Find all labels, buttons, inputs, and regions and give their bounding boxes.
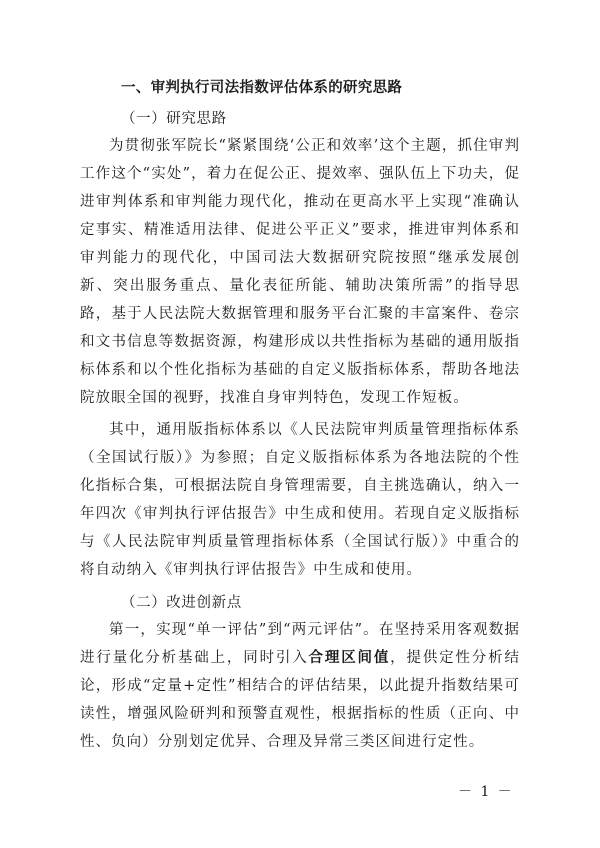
paragraph-innovation-one xyxy=(80,616,520,756)
subsection-heading-research-approach: （一）研究思路 xyxy=(121,111,227,127)
paragraph-indicator-systems: 其中，通用版指标体系以《人民法院审判质量管理指标体系（全国试行版）》为参照；自定义版指标体系为各地法院的个性化指标合集，可根据法院自身管理需要，自主挑选确认，纳入一年四次《审判执行评估报告》中生成和使用。若现自定义版指标与《人民法院审判质量管理指标体系（全国试行版）》中重合的将自动纳入《审判执行评估报告》中生成和使用。 xyxy=(80,422,520,578)
highlighted-term: 合理区间值 xyxy=(308,650,391,666)
innovation-text-end: ，提供定性分析结论，形成“定量+定性”相结合的评估结果，以此提升指数结果可读性，增强风险研判和预警直观性，根据指标的性质（正向、中性、负向）分别划定优异、合理及异常三类区间进行定性。 xyxy=(80,650,520,750)
page-number: － 1 － xyxy=(458,784,514,800)
section-heading: 一、审判执行司法指数评估体系的研究思路 xyxy=(121,80,403,96)
paragraph-research-approach: 为贯彻张军院长“紧紧围绕‘公正和效率’这个主题，抓住审判工作这个“实处”，着力在促公正、提效率、强队伍上下功夫，促进审判体系和审判能力现代化，推动在更高水平上实现“准确认定事实、精准适用法律、促进公平正义”要求，推进审判体系和审判能力的现代化，中国司法大数据研究院按照“继承发展创新、突出服务重点、量化表征所能、辅助决策所需”的指导思路，基于人民法院大数据管理和服务平台汇聚的丰富案件、卷宗和文书信息等数据资源，构建形成以共性指标为基础的通用版指标体系和以个性化指标为基础的自定义版指标体系，帮助各地法院放眼全国的视野，找准自身审判特色，发现工作短板。 xyxy=(80,138,520,406)
innovation-text-start: 第一，实现“单一评估”到“两元评估”。在坚持采用客观数据进行量化分析基础上，同时引入 xyxy=(80,622,520,666)
subsection-heading-innovations: （二）改进创新点 xyxy=(121,595,242,611)
